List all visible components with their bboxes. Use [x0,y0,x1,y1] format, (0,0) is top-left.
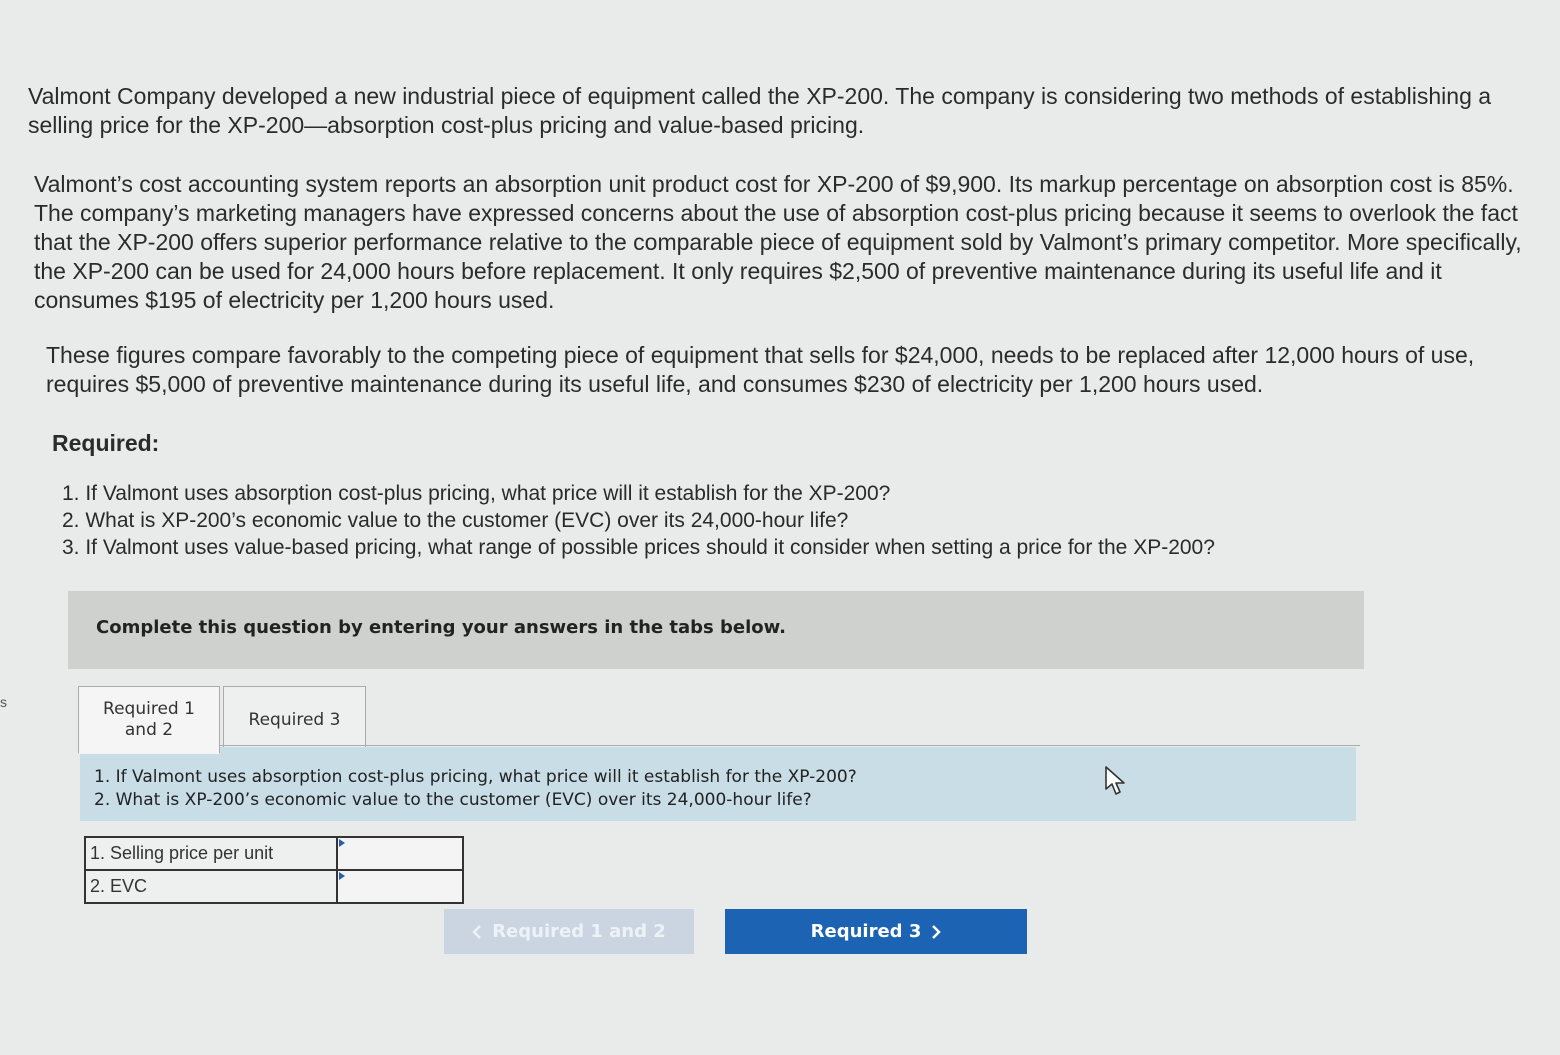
answer-row-evc [85,870,463,903]
next-tab-label: Required 3 [810,921,922,942]
active-question-line-1: 1. If Valmont uses absorption cost-plus pricing, what price will it establish for the XP-200? [94,767,857,787]
chevron-left-icon [472,925,482,939]
required-heading: Required: [52,430,160,456]
required-item-2: 2. What is XP-200’s economic value to the customer (EVC) over its 24,000-hour life? [62,509,849,532]
chevron-right-icon [931,925,941,939]
problem-paragraph-2: Valmont’s cost accounting system reports an absorption unit product cost for XP-200 of $9,900. Its markup percentage on absorption cost is 85%. The company’s marketing managers have expressed concerns about the use of absorption cost-plus pricing because it seems to overlook the fact that the XP-200 offers superior performance relative to the comparable piece of equipment sold by Valmont’s primary competitor. More specifically, the XP-200 can be used for 24,000 hours before replacement. It only requires $2,500 of preventive maintenance during its useful life and it consumes $195 of electricity per 1,200 hours used. [34,171,1522,313]
instruction-text: Complete this question by entering your answers in the tabs below. [96,617,786,638]
required-item-3: 3. If Valmont uses value-based pricing, what range of possible prices should it consider when setting a price for the XP-200? [62,536,1215,559]
tab-2-label: Required 3 [248,710,341,730]
tab-required-3[interactable] [223,686,366,754]
instruction-banner [68,591,1364,669]
selling-price-cell [337,837,463,870]
prev-tab-label: Required 1 and 2 [492,921,666,942]
prev-tab-button[interactable] [444,909,694,954]
input-marker-icon [339,872,345,880]
tab-divider [78,745,1360,746]
problem-paragraph-1: Valmont Company developed a new industrial piece of equipment called the XP-200. The company is considering two methods of establishing a selling price for the XP-200—absorption cost-plus pricing and value-based pricing. [28,83,1492,138]
required-list [62,480,1442,561]
problem-paragraph-3: These figures compare favorably to the competing piece of equipment that sells for $24,000, needs to be replaced after 12,000 hours of use, requires $5,000 of preventive maintenance during its useful life, and consumes $230 of electricity per 1,200 hours used. [46,342,1475,397]
answer-table [84,836,464,904]
evc-input[interactable] [338,871,462,902]
edge-fragment: s [0,694,7,710]
tab-1-label-line2: and 2 [124,720,174,740]
required-item-1: 1. If Valmont uses absorption cost-plus pricing, what price will it establish for the XP-200? [62,482,891,505]
selling-price-input[interactable] [338,838,462,869]
answer-row-selling-price [85,837,463,870]
selling-price-label: 1. Selling price per unit [85,837,337,870]
tab-1-label-line1: Required 1 [103,699,195,719]
active-question-line-2: 2. What is XP-200’s economic value to the customer (EVC) over its 24,000-hour life? [94,790,812,810]
active-question-panel [80,747,1356,821]
evc-cell [337,870,463,903]
evc-label: 2. EVC [85,870,337,903]
tab-required-1-and-2[interactable] [78,686,220,754]
next-tab-button[interactable] [725,909,1027,954]
mouse-cursor-icon [1104,765,1130,804]
input-marker-icon [339,839,345,847]
